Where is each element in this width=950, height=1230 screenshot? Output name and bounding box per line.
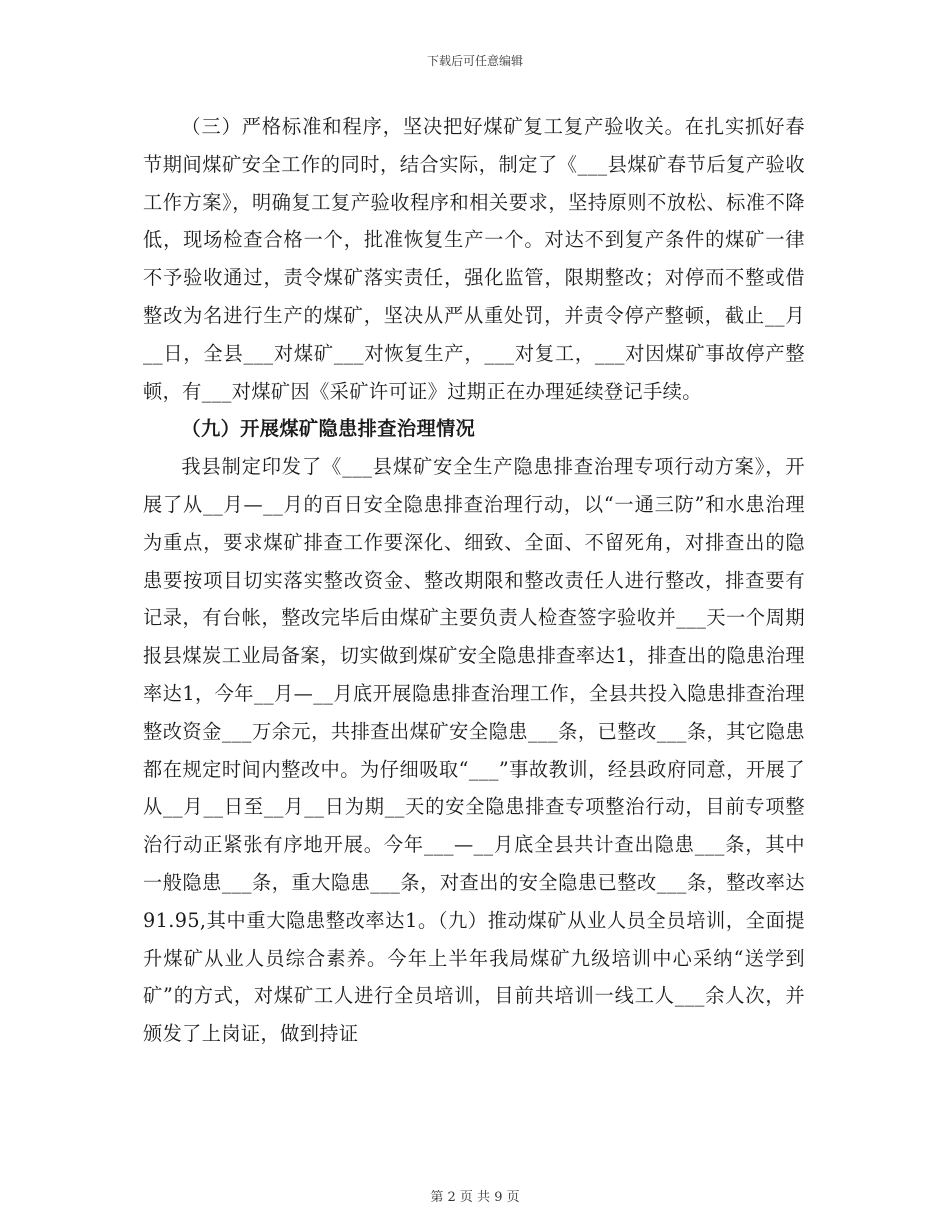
paragraph-section-3: （三）严格标准和程序，坚决把好煤矿复工复产验收关。在扎实抓好春节期间煤矿安全工作的同时，结合实际，制定了《___县煤矿春节后复产验收工作方案》，明确复工复产验收程序和相关要求，坚持原则不放松、标准不降低，现场检查合格一个，批准恢复生产一个。对达不到复产条件的煤矿一律不予验收通过，责令煤矿落实责任，强化监管，限期整改；对停而不整或借整改为名进行生产的煤矿，坚决从严从重处罚，并责令停产整顿，截止__月__日，全县___对煤矿___对恢复生产，___对复工，___对因煤矿事故停产整顿，有___对煤矿因《采矿许可证》过期正在办理延续登记手续。 bbox=[143, 115, 805, 403]
page-number: 第 2 页 共 9 页 bbox=[430, 1190, 520, 1205]
page-header-note: 下载后可任意编辑 bbox=[426, 54, 523, 68]
document-body bbox=[143, 108, 805, 1053]
paragraph-section-9: 我县制定印发了《___县煤矿安全生产隐患排查治理专项行动方案》，开展了从__月—__月的百日安全隐患排查治理行动，以“一通三防”和水患治理为重点，要求煤矿排查工作要深化、细致、全面、不留死角，对排查出的隐患要按项目切实落实整改资金、整改期限和整改责任人进行整改，排查要有记录，有台帐，整改完毕后由煤矿主要负责人检查签字验收并___天一个周期报县煤炭工业局备案，切实做到煤矿安全隐患排查率达1，排查出的隐患治理率达1，今年__月—__月底开展隐患排查治理工作，全县共投入隐患排查治理整改资金___万余元，共排查出煤矿安全隐患___条，已整改___条，其它隐患都在规定时间内整改中。为仔细吸取“___”事故教训，经县政府同意，开展了从__月__日至__月__日为期__天的安全隐患排查专项整治行动，目前专项整治行动正紧张有序地开展。今年___—__月底全县共计查出隐患___条，其中一般隐患___条，重大隐患___条，对查出的安全隐患已整改___条，整改率达91.95,其中重大隐患整改率达1。（九）推动煤矿从业人员全员培训，全面提升煤矿从业人员综合素养。今年上半年我局煤矿九级培训中心采纳“送学到矿”的方式，对煤矿工人进行全员培训，目前共培训一线工人___余人次，并颁发了上岗证，做到持证 bbox=[143, 455, 805, 1046]
section-heading-9: （九）开展煤矿隐患排查治理情况 bbox=[181, 417, 476, 441]
